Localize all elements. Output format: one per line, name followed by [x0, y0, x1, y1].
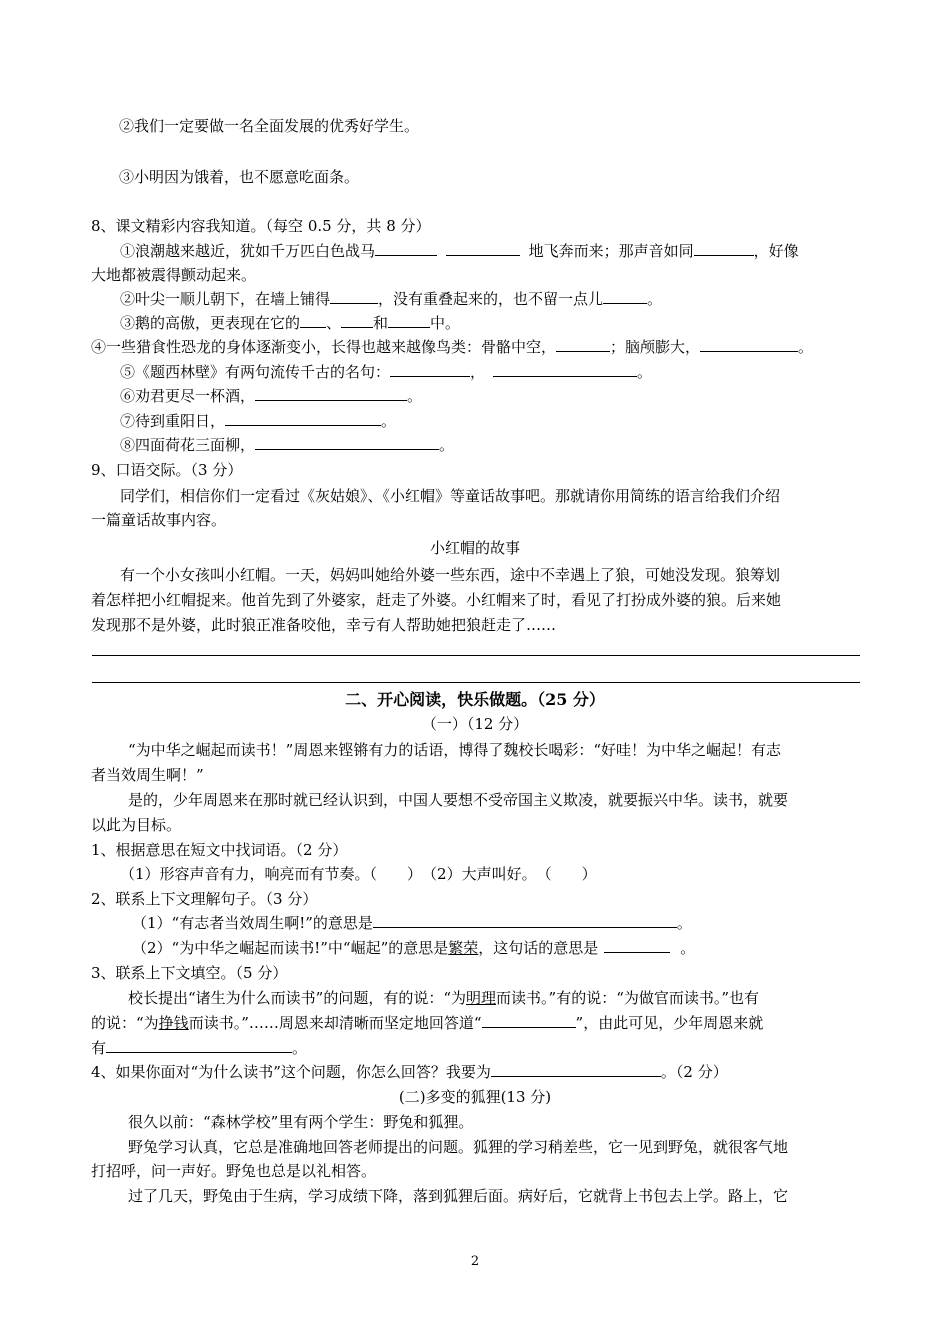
subsection-2-title: (二)多变的狐狸(13 分)	[398, 1088, 552, 1106]
passage-2-line-2: 以此为目标。	[91, 816, 182, 834]
q8-item-2	[120, 289, 662, 309]
section-divider	[92, 682, 860, 683]
q8-item-5	[120, 362, 652, 382]
s2-q3-line-2	[91, 1013, 763, 1033]
q8-item-4-text-a: ④一些猎食性恐龙的身体逐渐变小，长得也越来越像鸟类：骨骼中空，	[91, 338, 557, 356]
s2-q3-line-1	[128, 988, 759, 1008]
reading-2-line-3: 打招呼，问一声好。野兔也总是以礼相答。	[91, 1162, 377, 1180]
sentence-3: ③小明因为饿着，也不愿意吃面条。	[119, 168, 360, 186]
s2-q2-item-2-text: （2）“为中华之崛起而读书!”中“崛起”的意思是	[132, 939, 449, 957]
passage-2-line-1: 是的，少年周恩来在那时就已经认识到，中国人要想不受帝国主义欺凌，就要振兴中华。读书，就要	[128, 791, 789, 809]
q8-blank[interactable]	[341, 313, 373, 328]
q9-title: 9、口语交际。（3 分）	[91, 461, 243, 479]
q8-item-1-text-a: ①浪潮越来越近，犹如千万匹白色战马	[120, 242, 376, 260]
s2-q3-blank[interactable]	[482, 1013, 576, 1028]
s2-q3-text-g: 。	[292, 1039, 308, 1057]
s2-q2-item-1-text: （1）“有志者当效周生啊!”的意思是	[132, 914, 373, 932]
q8-item-1-cont: 大地都被震得颤动起来。	[91, 266, 257, 284]
q8-blank[interactable]	[390, 362, 470, 377]
s2-q2-item-1-end: 。	[676, 914, 692, 932]
reading-2-line-1: 很久以前：“森林学校”里有两个学生：野兔和狐狸。	[128, 1113, 474, 1131]
reading-2-line-4: 过了几天，野兔由于生病，学习成绩下降，落到狐狸后面。病好后，它就背上书包去上学。路上，它	[128, 1187, 789, 1205]
s2-q3-title: 3、联系上下文填空。（5 分）	[91, 964, 288, 982]
s2-q2-title: 2、联系上下文理解句子。（3 分）	[91, 890, 318, 908]
s2-q2-item-1	[132, 913, 692, 933]
s2-q2-item-2-end: 。	[680, 939, 696, 957]
q8-item-2-text-a: ②叶尖一顺儿朝下，在墙上铺得	[120, 290, 331, 308]
underlined-word: 明理	[466, 989, 497, 1007]
s2-q1-items: （1）形容声音有力，响亮而有节奏。（ ） （2）大声叫好。 （ ）	[120, 865, 597, 883]
q8-item-1-text-c: ，好像	[753, 242, 799, 260]
s2-q2-item-2-text-b: ，这句话的意思是	[478, 939, 599, 957]
q8-blank[interactable]	[330, 289, 378, 304]
q8-item-8	[120, 435, 454, 455]
q8-item-5-text-b: ，	[470, 363, 486, 381]
q8-item-4	[91, 337, 813, 357]
page-number: 2	[470, 1254, 480, 1269]
s2-q3-text-f: 有	[91, 1039, 107, 1057]
q8-blank[interactable]	[255, 435, 439, 450]
q9-prompt-2: 一篇童话故事内容。	[91, 511, 227, 529]
s2-q4-blank[interactable]	[491, 1062, 661, 1077]
reading-2-line-2: 野兔学习认真，它总是准确地回答老师提出的问题。狐狸的学习稍差些，它一见到野兔，就很客气地	[128, 1138, 789, 1156]
passage-1-line-1: “为中华之崛起而读书！”周恩来铿锵有力的话语，博得了魏校长喝彩：“好哇！为中华之崛起！有志	[128, 741, 782, 759]
s2-q4	[91, 1062, 728, 1082]
q8-blank[interactable]	[388, 313, 430, 328]
q8-item-2-text-b: ，没有重叠起来的，也不留一点儿	[378, 290, 604, 308]
q8-item-3-text-a: ③鹅的高傲，更表现在它的	[120, 314, 301, 332]
q8-item-4-text-c: 。	[798, 338, 814, 356]
q8-item-3	[120, 313, 460, 333]
s2-q3-line-3	[91, 1038, 307, 1058]
s2-q2-item-2	[132, 938, 695, 958]
q8-blank[interactable]	[493, 362, 637, 377]
story-line-3: 发现那不是外婆，此时狼正准备咬他，幸亏有人帮助她把狼赶走了……	[91, 616, 557, 634]
s2-q4-score: 。（2 分）	[660, 1063, 728, 1081]
q8-blank[interactable]	[556, 337, 610, 352]
q8-blank[interactable]	[225, 411, 381, 426]
s2-q2-blank[interactable]	[373, 913, 677, 928]
q8-item-7	[120, 411, 396, 431]
q8-blank[interactable]	[603, 289, 647, 304]
q8-blank[interactable]	[255, 386, 407, 401]
q8-item-6-text-b: 。	[407, 387, 423, 405]
story-line-2: 着怎样把小红帽捉来。他首先到了外婆家，赶走了外婆。小红帽来了时，看见了打扮成外婆的狼。后来她	[91, 591, 782, 609]
story-line-1: 有一个小女孩叫小红帽。一天，妈妈叫她给外婆一些东西，途中不幸遇上了狼，可她没发现。狼筹划	[120, 566, 781, 584]
q8-item-8-text-b: 。	[439, 436, 455, 454]
story-title: 小红帽的故事	[429, 539, 520, 557]
s2-q3-text-c: 的说：“为	[91, 1014, 159, 1032]
s2-q3-blank[interactable]	[106, 1038, 292, 1053]
underlined-word: 繁荣	[448, 939, 479, 957]
q9-prompt-1: 同学们，相信你们一定看过《灰姑娘》、《小红帽》等童话故事吧。那就请你用简练的语言给我们介绍	[120, 487, 781, 505]
passage-1-line-2: 者当效周生啊！”	[91, 766, 204, 784]
s2-q3-text-b: 而读书。”有的说：“为做官而读书。”也有	[496, 989, 760, 1007]
q8-item-1-text-b: 地飞奔而来；那声音如同	[528, 242, 694, 260]
q8-item-3-text-b: 、	[326, 314, 342, 332]
s2-q3-text-a: 校长提出“诸生为什么而读书”的问题，有的说：“为	[128, 989, 467, 1007]
q8-blank[interactable]	[694, 241, 754, 256]
s2-q3-text-d: 而读书。”……周恩来却清晰而坚定地回答道“	[188, 1014, 482, 1032]
q8-blank[interactable]	[446, 241, 520, 256]
underlined-word: 挣钱	[158, 1014, 189, 1032]
q8-item-3-text-c: 和	[373, 314, 389, 332]
q8-item-2-text-c: 。	[647, 290, 663, 308]
s2-q1-title: 1、根据意思在短文中找词语。（2 分）	[91, 841, 348, 859]
s2-q4-text: 4、如果你面对“为什么读书”这个问题，你怎么回答？我要为	[91, 1063, 491, 1081]
q8-blank[interactable]	[700, 337, 798, 352]
q8-blank[interactable]	[375, 241, 437, 256]
s2-q2-blank[interactable]	[604, 938, 670, 953]
sentence-2: ②我们一定要做一名全面发展的优秀好学生。	[119, 117, 420, 135]
s2-q3-text-e: ”，由此可见，少年周恩来就	[575, 1014, 764, 1032]
q8-blank[interactable]	[300, 313, 326, 328]
q8-item-8-text-a: ⑧四面荷花三面柳，	[120, 436, 256, 454]
q8-item-1	[120, 241, 799, 261]
q8-item-5-text-a: ⑤《题西林壁》有两句流传千古的名句：	[120, 363, 391, 381]
q8-title: 8、课文精彩内容我知道。（每空 0.5 分，共 8 分）	[91, 217, 431, 235]
answer-line[interactable]	[92, 655, 860, 656]
q8-item-4-text-b: ；脑颅膨大，	[610, 338, 701, 356]
q8-item-7-text-a: ⑦待到重阳日，	[120, 412, 226, 430]
q8-item-6-text-a: ⑥劝君更尽一杯酒，	[120, 387, 256, 405]
q8-item-7-text-b: 。	[381, 412, 397, 430]
q8-item-6	[120, 386, 422, 406]
q8-item-3-text-d: 中。	[430, 314, 461, 332]
q8-item-5-text-c: 。	[637, 363, 653, 381]
section-2-title: 二、开心阅读，快乐做题。（25 分）	[345, 690, 605, 709]
subsection-1-title: （一）（12 分）	[421, 715, 529, 733]
